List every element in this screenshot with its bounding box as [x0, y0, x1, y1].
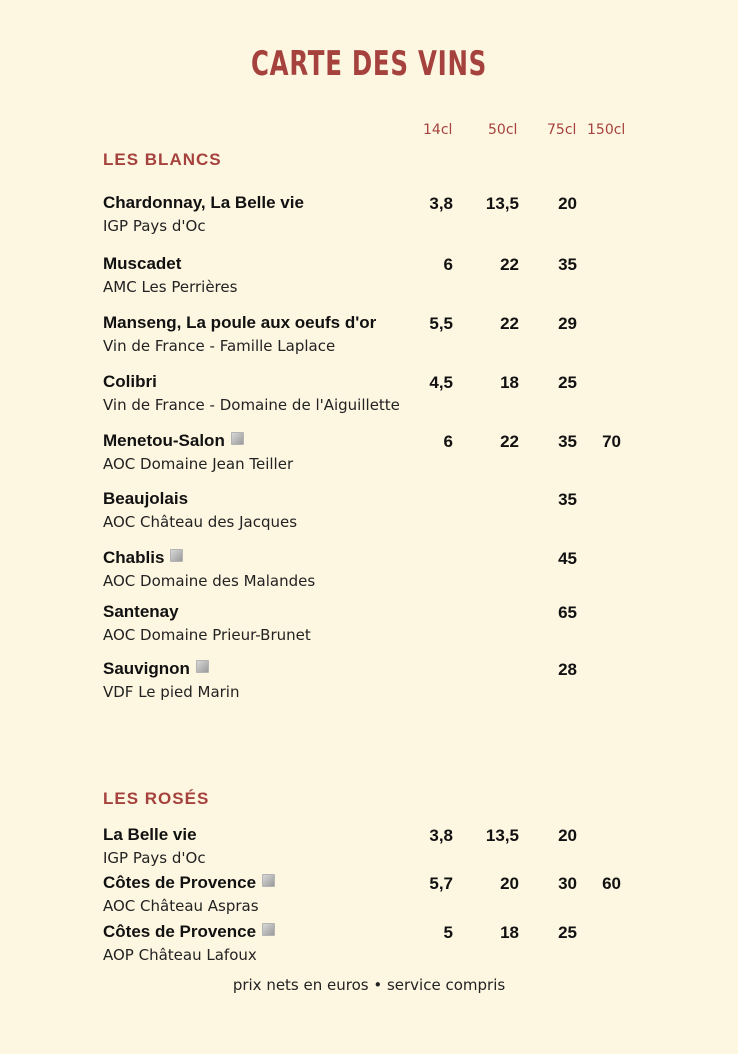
- column-header-50cl: 50cl: [488, 122, 518, 138]
- price-14cl: 3,8: [429, 826, 453, 845]
- price-50cl: 22: [500, 432, 519, 451]
- wine-row: [103, 825, 663, 873]
- price-150cl: 60: [602, 874, 621, 893]
- wine-name-text: Côtes de Provence: [103, 922, 257, 941]
- price-14cl: 5,7: [429, 874, 453, 893]
- wine-row: [103, 922, 663, 970]
- wine-name-text: Sauvignon: [103, 659, 190, 678]
- wine-name: [103, 825, 197, 845]
- price-75cl: 20: [558, 826, 577, 845]
- price-75cl: 65: [558, 603, 577, 622]
- price-75cl: 25: [558, 373, 577, 392]
- wine-appellation: Vin de France - Domaine de l'Aiguillette: [103, 396, 400, 414]
- price-14cl: 3,8: [429, 194, 453, 213]
- wine-name-text: Muscadet: [103, 254, 182, 273]
- wine-name: [103, 254, 181, 274]
- price-50cl: 20: [500, 874, 519, 893]
- organic-label-icon: [231, 432, 244, 445]
- price-75cl: 30: [558, 874, 577, 893]
- wine-name: [103, 372, 157, 392]
- price-75cl: 29: [558, 314, 577, 333]
- wine-name: [103, 602, 179, 622]
- organic-label-icon: [196, 660, 209, 673]
- wine-name-text: Chablis: [103, 548, 165, 567]
- wine-name: [103, 193, 304, 213]
- footer-note: prix nets en euros • service compris: [232, 976, 506, 994]
- wine-name: [103, 548, 183, 568]
- wine-appellation: IGP Pays d'Oc: [103, 849, 206, 867]
- wine-name: [103, 922, 275, 942]
- organic-label-icon: [262, 874, 275, 887]
- price-50cl: 22: [500, 314, 519, 333]
- wine-row: [103, 431, 663, 479]
- wine-row: [103, 254, 663, 302]
- wine-appellation: VDF Le pied Marin: [103, 683, 240, 701]
- wine-appellation: Vin de France - Famille Laplace: [103, 337, 336, 355]
- price-14cl: 4,5: [429, 373, 453, 392]
- wine-row: [103, 548, 663, 596]
- wine-row: [103, 489, 663, 537]
- section-title-blancs: LES BLANCS: [103, 150, 222, 169]
- price-75cl: 45: [558, 549, 577, 568]
- wine-appellation: AOC Domaine Jean Teiller: [103, 455, 294, 473]
- wine-name: [103, 659, 209, 679]
- price-14cl: 6: [443, 432, 453, 451]
- organic-label-icon: [262, 923, 275, 936]
- price-50cl: 13,5: [485, 194, 519, 213]
- wine-appellation: AOC Château Aspras: [103, 897, 259, 915]
- wine-name-text: Beaujolais: [103, 489, 189, 508]
- wine-name: [103, 313, 376, 333]
- wine-appellation: IGP Pays d'Oc: [103, 217, 206, 235]
- wine-appellation: AOC Domaine des Malandes: [103, 572, 316, 590]
- wine-row: [103, 193, 663, 241]
- organic-label-icon: [170, 549, 183, 562]
- price-150cl: 70: [602, 432, 621, 451]
- wine-row: [103, 602, 663, 650]
- price-75cl: 20: [558, 194, 577, 213]
- wine-name: [103, 489, 188, 509]
- wine-appellation: AMC Les Perrières: [103, 278, 238, 296]
- wine-row: [103, 873, 663, 921]
- price-75cl: 35: [558, 432, 577, 451]
- price-50cl: 18: [500, 923, 519, 942]
- wine-name-text: Manseng, La poule aux oeufs d'or: [103, 313, 377, 332]
- price-14cl: 6: [443, 255, 453, 274]
- price-75cl: 28: [558, 660, 577, 679]
- wine-name-text: Côtes de Provence: [103, 873, 257, 892]
- column-header-75cl: 75cl: [547, 122, 577, 138]
- price-14cl: 5,5: [429, 314, 453, 333]
- section-title-roses: LES ROSÉS: [103, 789, 210, 808]
- price-50cl: 22: [500, 255, 519, 274]
- wine-name-text: Chardonnay, La Belle vie: [103, 193, 304, 212]
- wine-row: [103, 313, 663, 361]
- price-75cl: 25: [558, 923, 577, 942]
- wine-appellation: AOC Domaine Prieur-Brunet: [103, 626, 311, 644]
- wine-appellation: AOP Château Lafoux: [103, 946, 257, 964]
- wine-name-text: Menetou-Salon: [103, 431, 225, 450]
- wine-name-text: Santenay: [103, 602, 179, 621]
- price-14cl: 5: [443, 923, 453, 942]
- price-75cl: 35: [558, 255, 577, 274]
- column-header-14cl: 14cl: [423, 122, 453, 138]
- price-50cl: 13,5: [485, 826, 519, 845]
- column-header-150cl: 150cl: [587, 122, 626, 138]
- wine-name-text: Colibri: [103, 372, 157, 391]
- page-title: CARTE DES VINS: [250, 44, 488, 84]
- wine-row: [103, 659, 663, 707]
- wine-name: [103, 873, 275, 893]
- wine-appellation: AOC Château des Jacques: [103, 513, 298, 531]
- wine-name: [103, 431, 244, 451]
- wine-row: [103, 372, 663, 420]
- price-50cl: 18: [500, 373, 519, 392]
- price-75cl: 35: [558, 490, 577, 509]
- wine-name-text: La Belle vie: [103, 825, 197, 844]
